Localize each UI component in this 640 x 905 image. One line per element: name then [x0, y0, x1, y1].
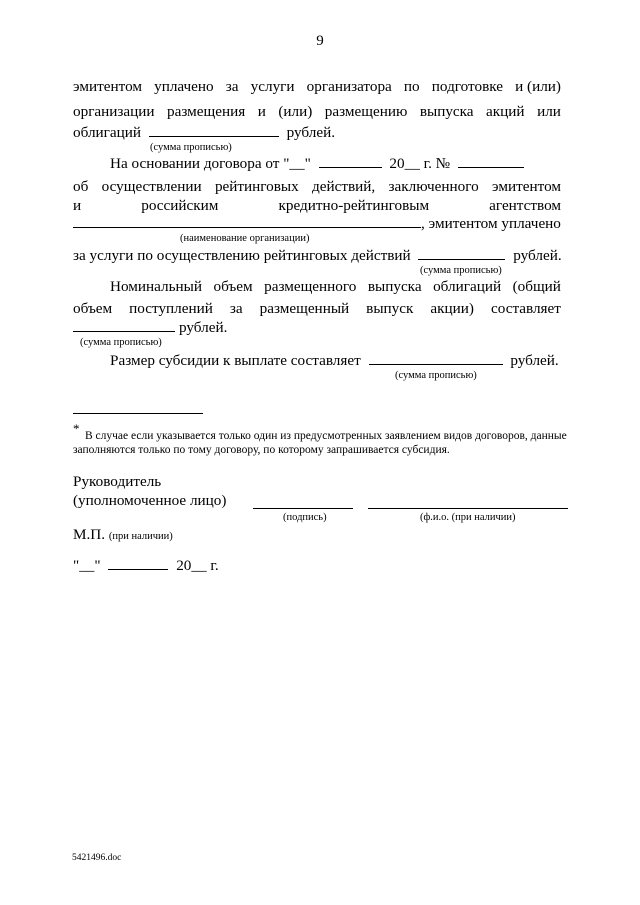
name-caption: (ф.и.о. (при наличии) — [420, 512, 516, 523]
word: уплачено — [154, 78, 214, 95]
p3-line3-suffix: рублей. — [179, 319, 228, 336]
file-name: 5421496.doc — [72, 853, 122, 863]
signer-title-2: (уполномоченное лицо) — [73, 492, 227, 509]
p2-line1-a: На основании договора от "__" — [110, 155, 311, 172]
word: действий, — [312, 178, 376, 195]
p4-line — [110, 352, 559, 370]
word: организации — [73, 103, 155, 120]
p1-line1 — [73, 78, 561, 96]
footnote-mark: * — [73, 421, 80, 436]
p2-caption-org: (наименование организации) — [180, 233, 310, 244]
stamp-note: (при наличии) — [108, 531, 173, 542]
word: по — [403, 78, 420, 95]
rating-amount-blank — [418, 247, 505, 260]
word: Номинальный — [110, 278, 202, 295]
word: объем — [73, 300, 113, 317]
word: акций — [486, 103, 525, 120]
word: выпуска — [419, 103, 474, 120]
nominal-amount-blank — [73, 319, 175, 332]
word: кредитно-рейтинговым — [278, 197, 430, 214]
word: организатора — [306, 78, 392, 95]
date-year: 20__ г. — [176, 557, 219, 574]
p1-line2 — [73, 103, 561, 121]
stamp-line — [73, 526, 173, 544]
word: и (или) — [515, 78, 561, 95]
name-line — [368, 508, 568, 509]
word: выпуска — [367, 278, 422, 295]
p2-caption-sum: (сумма прописью) — [420, 265, 502, 276]
p2-line5-prefix: за услуги по осуществлению рейтинговых действий — [73, 247, 411, 264]
footnote-rule — [73, 413, 203, 414]
word: объем — [213, 278, 253, 295]
footnote-line1: В случае если указывается только один из предусмотренных заявлением видов договоров, данные — [85, 430, 567, 442]
signer-title-1: Руководитель — [73, 473, 162, 490]
word: и — [73, 197, 82, 214]
word: рейтинговых — [214, 178, 299, 195]
contract-number-blank — [458, 155, 524, 168]
word: услуги — [250, 78, 295, 95]
word: российским — [141, 197, 219, 214]
word: акции) — [430, 300, 474, 317]
word: за — [225, 78, 239, 95]
word: (общий — [512, 278, 561, 295]
subsidy-amount-blank — [369, 352, 503, 365]
date-day: "__" — [73, 557, 101, 574]
p3-line2 — [73, 300, 561, 318]
stamp-label: М.П. — [73, 526, 106, 543]
p4-caption: (сумма прописью) — [395, 370, 477, 381]
p1-line3-prefix: облигаций — [73, 124, 142, 141]
p1-caption: (сумма прописью) — [150, 142, 232, 153]
p2-line4 — [73, 215, 561, 233]
p3-line3 — [73, 319, 227, 337]
organization-blank — [73, 215, 421, 228]
word: или — [537, 103, 561, 120]
word: размещению — [324, 103, 408, 120]
word: выпуск — [366, 300, 414, 317]
signature-caption: (подпись) — [283, 512, 327, 523]
p3-caption: (сумма прописью) — [80, 337, 162, 348]
word: размещения — [167, 103, 246, 120]
word: об — [73, 178, 89, 195]
word: поступлений — [129, 300, 213, 317]
word: осуществлении — [101, 178, 202, 195]
word: эмитентом — [73, 78, 142, 95]
word: и — [257, 103, 266, 120]
word: составляет — [490, 300, 561, 317]
word: облигаций — [433, 278, 502, 295]
p2-line4-suffix: , эмитентом уплачено — [421, 215, 561, 232]
p4-suffix: рублей. — [510, 352, 559, 369]
p2-line5 — [73, 247, 562, 265]
date-blank — [319, 155, 382, 168]
word: подготовке — [431, 78, 503, 95]
word: агентством — [489, 197, 561, 214]
date-line — [73, 557, 219, 575]
word: размещенного — [264, 278, 357, 295]
word: за — [229, 300, 243, 317]
signature-line — [253, 508, 353, 509]
p2-line1 — [110, 155, 524, 173]
p2-line5-suffix: рублей. — [513, 247, 562, 264]
word: заключенного — [388, 178, 479, 195]
p2-line3 — [73, 197, 561, 215]
page-number: 9 — [316, 33, 324, 49]
p1-line3 — [73, 124, 335, 142]
date-month-blank — [108, 557, 168, 570]
p2-line1-b: 20__ г. № — [389, 155, 451, 172]
word: эмитентом — [492, 178, 561, 195]
word: (или) — [278, 103, 313, 120]
p2-line2 — [73, 178, 561, 196]
amount-blank — [149, 124, 279, 137]
p1-line3-suffix: рублей. — [286, 124, 335, 141]
p3-line1 — [110, 278, 561, 296]
word: размещенный — [259, 300, 350, 317]
footnote-line2: заполняются только по тому договору, по которому запрашивается субсидия. — [73, 444, 450, 456]
p4-prefix: Размер субсидии к выплате составляет — [110, 352, 361, 369]
